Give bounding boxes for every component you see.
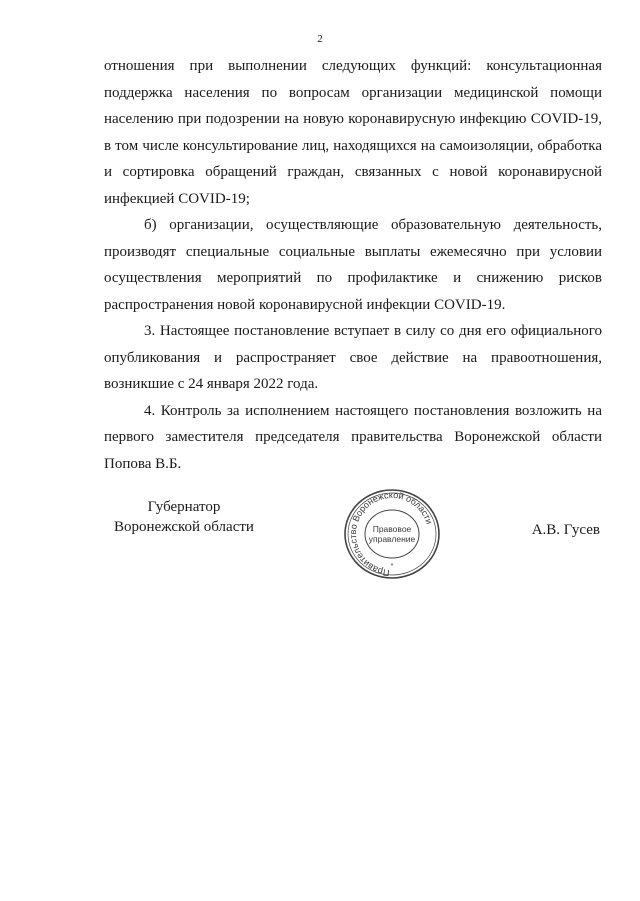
signatory-name: А.В. Гусев xyxy=(531,522,600,538)
signatory-title-line2: Воронежской области xyxy=(114,519,254,535)
stamp-center-line1: Правовое xyxy=(372,524,412,534)
stamp-mark: * xyxy=(390,563,394,570)
official-stamp xyxy=(342,488,442,580)
page-number: 2 xyxy=(317,33,323,45)
paragraph-item-b: б) организации, осуществляющие образовательную деятельность, производят специальные социальные выплаты ежемесячно при условии осуществления мероприятий по профилактике и снижению рисков распространения новой коронавирусной инфекции COVID-19. xyxy=(104,217,602,313)
stamp-ring-text: Правительство Воронежской области xyxy=(347,489,435,578)
document-body xyxy=(104,53,602,477)
signatory-title xyxy=(104,497,264,537)
paragraph-continuation: отношения при выполнении следующих функций: консультационная поддержка населения по вопросам организации медицинской помощи населению при подозрении на новую коронавирусную инфекцию COVID-19, в том числе консультирование лиц, находящихся на самоизоляции, обработка и сортировка обращений граждан, связанных с новой коронавирусной инфекцией COVID-19; xyxy=(104,58,602,207)
signatory-title-line1: Губернатор xyxy=(147,499,221,515)
stamp-center-line2: управление xyxy=(368,534,416,544)
paragraph-item-3: 3. Настоящее постановление вступает в силу со дня его официального опубликования и распространяет свое действие на правоотношения, возникшие с 24 января 2022 года. xyxy=(104,323,602,392)
stamp-seal-icon xyxy=(342,488,442,580)
paragraph-item-4: 4. Контроль за исполнением настоящего постановления возложить на первого заместителя председателя правительства Воронежской области Попова В.Б. xyxy=(104,402,602,472)
